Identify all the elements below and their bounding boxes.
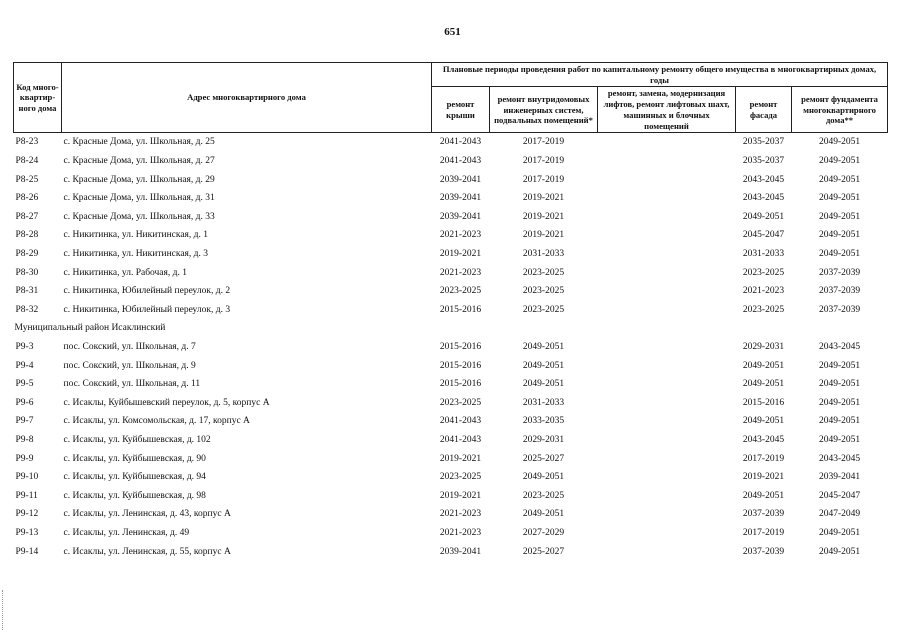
cell-roof: 2041-2043	[439, 416, 482, 427]
table-row	[14, 542, 888, 561]
cell-systems: 2033-2035	[522, 416, 565, 427]
cell-systems: 2049-2051	[522, 509, 565, 520]
cell-systems: 2031-2033	[522, 397, 565, 408]
cell-foundation: 2049-2051	[818, 230, 861, 241]
cell-systems: 2031-2033	[522, 249, 565, 260]
cell-foundation: 2049-2051	[818, 397, 861, 408]
cell-roof: 2041-2043	[439, 137, 482, 148]
cell-foundation: 2049-2051	[818, 379, 861, 390]
cell-foundation: 2037-2039	[818, 304, 861, 315]
cell-roof: 2023-2025	[439, 397, 482, 408]
cell-systems: 2019-2021	[522, 230, 565, 241]
cell-systems: 2017-2019	[522, 174, 565, 185]
table-row	[14, 431, 888, 450]
cell-foundation: 2045-2047	[818, 490, 861, 501]
cell-address: с. Никитинка, Юбилейный переулок, д. 2	[63, 286, 231, 297]
cell-roof: 2021-2023	[439, 230, 482, 241]
cell-systems: 2049-2051	[522, 342, 565, 353]
table-row	[14, 208, 888, 227]
table-row	[14, 505, 888, 524]
cell-lifts	[598, 282, 736, 301]
col-header-code: Код много-квартир-ного дома	[14, 63, 62, 133]
cell-address: с. Красные Дома, ул. Школьная, д. 25	[63, 137, 215, 148]
cell-address: с. Никитинка, ул. Никитинская, д. 1	[63, 230, 209, 241]
col-header-address: Адрес многоквартирного дома	[62, 63, 432, 133]
cell-lifts	[598, 542, 736, 561]
cell-facade: 2049-2051	[742, 379, 785, 390]
cell-roof: 2019-2021	[439, 249, 482, 260]
table-row	[14, 133, 888, 152]
cell-facade: 2049-2051	[742, 490, 785, 501]
cell-address: с. Никитинка, ул. Никитинская, д. 3	[63, 249, 209, 260]
col-header-facade: ремонт фасада	[736, 87, 792, 133]
cell-roof: 2015-2016	[439, 379, 482, 390]
cell-lifts	[598, 431, 736, 450]
cell-code: Р8-32	[15, 304, 39, 315]
cell-foundation: 2043-2045	[818, 453, 861, 464]
cell-code: Р8-24	[15, 156, 39, 167]
cell-facade: 2043-2045	[742, 174, 785, 185]
cell-roof: 2021-2023	[439, 267, 482, 278]
cell-lifts	[598, 357, 736, 376]
table-row	[14, 189, 888, 208]
cell-facade: 2037-2039	[742, 509, 785, 520]
cell-systems: 2029-2031	[522, 434, 565, 445]
table-row	[14, 152, 888, 171]
cell-foundation: 2037-2039	[818, 286, 861, 297]
col-header-foundation: ремонт фундамента многоквартирного дома**	[792, 87, 888, 133]
section-row	[14, 319, 888, 338]
cell-foundation: 2049-2051	[818, 193, 861, 204]
cell-facade: 2035-2037	[742, 156, 785, 167]
cell-address: пос. Сокский, ул. Школьная, д. 7	[63, 342, 196, 353]
table-row	[14, 375, 888, 394]
cell-systems: 2049-2051	[522, 360, 565, 371]
cell-code: Р9-5	[15, 379, 34, 390]
cell-foundation: 2037-2039	[818, 267, 861, 278]
cell-lifts	[598, 226, 736, 245]
cell-address: с. Исаклы, ул. Куйбышевская, д. 102	[63, 434, 211, 445]
cell-facade: 2049-2051	[742, 416, 785, 427]
scan-margin-marks	[2, 590, 7, 630]
cell-facade: 2017-2019	[742, 453, 785, 464]
cell-code: Р9-3	[15, 342, 34, 353]
cell-systems: 2023-2025	[522, 490, 565, 501]
cell-systems: 2023-2025	[522, 286, 565, 297]
cell-address: с. Исаклы, Куйбышевский переулок, д. 5, корпус А	[63, 397, 270, 408]
cell-lifts	[598, 524, 736, 543]
cell-address: с. Исаклы, ул. Ленинская, д. 55, корпус А	[63, 546, 231, 557]
cell-roof: 2039-2041	[439, 546, 482, 557]
cell-lifts	[598, 264, 736, 283]
cell-roof: 2039-2041	[439, 211, 482, 222]
cell-code: Р9-10	[15, 472, 39, 483]
cell-address: с. Красные Дома, ул. Школьная, д. 33	[63, 211, 215, 222]
cell-address: с. Исаклы, ул. Ленинская, д. 49	[63, 527, 190, 538]
table-row	[14, 301, 888, 320]
table-row	[14, 226, 888, 245]
cell-code: Р9-13	[15, 527, 39, 538]
cell-roof: 2019-2021	[439, 453, 482, 464]
cell-facade: 2023-2025	[742, 267, 785, 278]
cell-foundation: 2049-2051	[818, 546, 861, 557]
cell-roof: 2019-2021	[439, 490, 482, 501]
cell-systems: 2023-2025	[522, 304, 565, 315]
cell-address: с. Исаклы, ул. Ленинская, д. 43, корпус А	[63, 509, 231, 520]
cell-systems: 2023-2025	[522, 267, 565, 278]
cell-systems: 2019-2021	[522, 211, 565, 222]
table-row	[14, 524, 888, 543]
cell-roof: 2041-2043	[439, 434, 482, 445]
col-header-periods: Плановые периоды проведения работ по капитальному ремонту общего имущества в многоквартирных домах, годы	[432, 63, 888, 87]
table-row	[14, 468, 888, 487]
cell-systems: 2017-2019	[522, 137, 565, 148]
cell-roof: 2015-2016	[439, 360, 482, 371]
cell-facade: 2021-2023	[742, 286, 785, 297]
cell-roof: 2039-2041	[439, 193, 482, 204]
repair-schedule-table	[13, 62, 888, 561]
cell-address: с. Исаклы, ул. Куйбышевская, д. 94	[63, 472, 206, 483]
col-header-systems: ремонт внутридомовых инженерных систем, подвальных помещений*	[490, 87, 598, 133]
cell-foundation: 2049-2051	[818, 211, 861, 222]
cell-roof: 2015-2016	[439, 342, 482, 353]
cell-lifts	[598, 468, 736, 487]
cell-lifts	[598, 487, 736, 506]
cell-lifts	[598, 338, 736, 357]
table-row	[14, 487, 888, 506]
cell-address: с. Исаклы, ул. Комсомольская, д. 17, корпус А	[63, 416, 250, 427]
cell-lifts	[598, 394, 736, 413]
cell-facade: 2043-2045	[742, 434, 785, 445]
cell-facade: 2035-2037	[742, 137, 785, 148]
cell-facade: 2029-2031	[742, 342, 785, 353]
table-body	[14, 133, 888, 561]
cell-roof: 2041-2043	[439, 156, 482, 167]
table-row	[14, 394, 888, 413]
cell-code: Р8-29	[15, 249, 39, 260]
cell-facade: 2049-2051	[742, 360, 785, 371]
col-header-lifts: ремонт, замена, модернизация лифтов, ремонт лифтовых шахт, машинных и блочных помещений	[598, 87, 736, 133]
cell-lifts	[598, 171, 736, 190]
cell-address: пос. Сокский, ул. Школьная, д. 9	[63, 360, 196, 371]
cell-facade: 2017-2019	[742, 527, 785, 538]
cell-lifts	[598, 152, 736, 171]
cell-code: Р8-26	[15, 193, 39, 204]
cell-lifts	[598, 133, 736, 152]
cell-lifts	[598, 505, 736, 524]
cell-facade: 2049-2051	[742, 211, 785, 222]
cell-systems: 2025-2027	[522, 546, 565, 557]
table-row	[14, 450, 888, 469]
cell-lifts	[598, 412, 736, 431]
cell-address: с. Исаклы, ул. Куйбышевская, д. 98	[63, 490, 206, 501]
cell-address: с. Красные Дома, ул. Школьная, д. 29	[63, 174, 215, 185]
cell-code: Р9-6	[15, 397, 34, 408]
cell-foundation: 2047-2049	[818, 509, 861, 520]
cell-lifts	[598, 208, 736, 227]
cell-facade: 2031-2033	[742, 249, 785, 260]
cell-roof: 2023-2025	[439, 286, 482, 297]
cell-roof: 2021-2023	[439, 509, 482, 520]
cell-code: Р9-11	[15, 490, 38, 501]
page-number: 651	[444, 26, 461, 38]
cell-code: Р8-28	[15, 230, 39, 241]
cell-facade: 2037-2039	[742, 546, 785, 557]
cell-facade: 2043-2045	[742, 193, 785, 204]
cell-systems: 2027-2029	[522, 527, 565, 538]
cell-code: Р8-27	[15, 211, 39, 222]
table-header	[14, 63, 888, 133]
table-row	[14, 412, 888, 431]
cell-code: Р8-25	[15, 174, 39, 185]
cell-code: Р9-9	[15, 453, 34, 464]
cell-foundation: 2049-2051	[818, 137, 861, 148]
cell-roof: 2021-2023	[439, 527, 482, 538]
cell-roof: 2039-2041	[439, 174, 482, 185]
cell-systems: 2049-2051	[522, 472, 565, 483]
cell-foundation: 2043-2045	[818, 342, 861, 353]
cell-lifts	[598, 450, 736, 469]
cell-address: с. Красные Дома, ул. Школьная, д. 31	[63, 193, 215, 204]
table-row	[14, 282, 888, 301]
cell-facade: 2015-2016	[742, 397, 785, 408]
cell-lifts	[598, 375, 736, 394]
section-title: Муниципальный район Исаклинский	[14, 323, 166, 334]
cell-address: с. Исаклы, ул. Куйбышевская, д. 90	[63, 453, 206, 464]
col-header-roof: ремонт крыши	[432, 87, 490, 133]
cell-code: Р9-8	[15, 434, 34, 445]
cell-foundation: 2049-2051	[818, 174, 861, 185]
cell-address: с. Никитинка, ул. Рабочая, д. 1	[63, 267, 187, 278]
cell-facade: 2019-2021	[742, 472, 785, 483]
cell-foundation: 2049-2051	[818, 360, 861, 371]
cell-systems: 2049-2051	[522, 379, 565, 390]
cell-foundation: 2049-2051	[818, 527, 861, 538]
table-row	[14, 338, 888, 357]
cell-foundation: 2049-2051	[818, 249, 861, 260]
cell-foundation: 2039-2041	[818, 472, 861, 483]
table-row	[14, 264, 888, 283]
cell-lifts	[598, 301, 736, 320]
cell-code: Р9-7	[15, 416, 34, 427]
table-row	[14, 245, 888, 264]
cell-code: Р9-4	[15, 360, 34, 371]
cell-code: Р9-14	[15, 546, 39, 557]
cell-lifts	[598, 245, 736, 264]
cell-roof: 2015-2016	[439, 304, 482, 315]
cell-foundation: 2049-2051	[818, 416, 861, 427]
cell-facade: 2023-2025	[742, 304, 785, 315]
cell-address: с. Никитинка, Юбилейный переулок, д. 3	[63, 304, 231, 315]
cell-address: пос. Сокский, ул. Школьная, д. 11	[63, 379, 201, 390]
cell-systems: 2019-2021	[522, 193, 565, 204]
table-row	[14, 171, 888, 190]
cell-foundation: 2049-2051	[818, 434, 861, 445]
cell-code: Р9-12	[15, 509, 39, 520]
cell-foundation: 2049-2051	[818, 156, 861, 167]
table-row	[14, 357, 888, 376]
cell-code: Р8-31	[15, 286, 39, 297]
cell-systems: 2025-2027	[522, 453, 565, 464]
cell-roof: 2023-2025	[439, 472, 482, 483]
cell-code: Р8-23	[15, 137, 39, 148]
cell-code: Р8-30	[15, 267, 39, 278]
cell-facade: 2045-2047	[742, 230, 785, 241]
cell-address: с. Красные Дома, ул. Школьная, д. 27	[63, 156, 215, 167]
cell-lifts	[598, 189, 736, 208]
cell-systems: 2017-2019	[522, 156, 565, 167]
